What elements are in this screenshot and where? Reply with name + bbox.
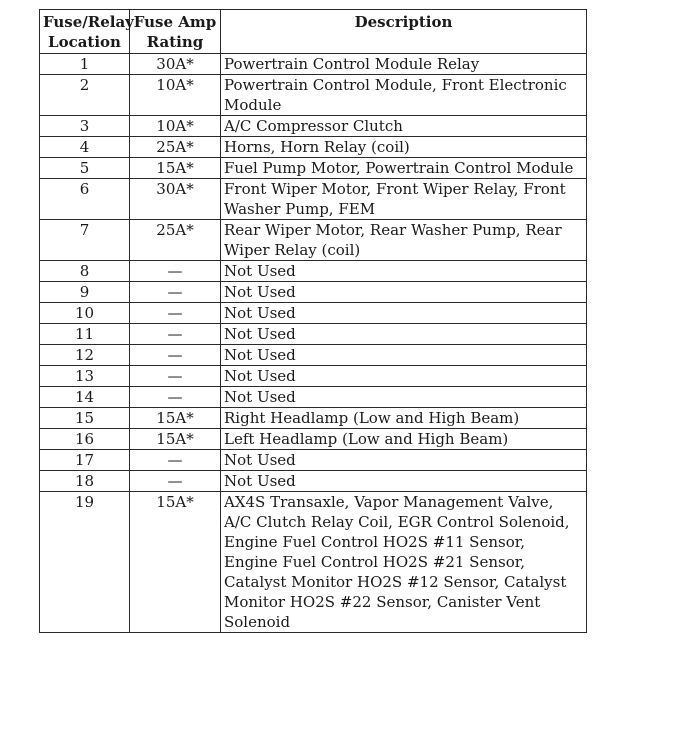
table-row: [40, 75, 587, 116]
fuse-location-cell: 2: [40, 75, 130, 116]
description-cell: Not Used: [221, 324, 587, 345]
header-amp-line2: Rating: [146, 33, 204, 51]
amp-rating-cell: 25A*: [130, 137, 221, 158]
amp-rating-cell: 30A*: [130, 179, 221, 220]
fuse-location-cell: 13: [40, 366, 130, 387]
table-row: [40, 261, 587, 282]
table-row: [40, 282, 587, 303]
amp-rating-cell: 10A*: [130, 75, 221, 116]
description-cell: AX4S Transaxle, Vapor Management Valve, A/C Clutch Relay Coil, EGR Control Solenoid, Engine Fuel Control HO2S #11 Sensor, Engine Fuel Control HO2S #21 Sensor, Catalyst Monitor HO2S #12 Sensor, Catalyst Monitor HO2S #22 Sensor, Canister Vent Solenoid: [221, 492, 587, 633]
fuse-location-cell: 18: [40, 471, 130, 492]
amp-rating-cell: —: [130, 366, 221, 387]
table-row: [40, 492, 587, 633]
amp-rating-cell: 15A*: [130, 408, 221, 429]
description-cell: Front Wiper Motor, Front Wiper Relay, Front Washer Pump, FEM: [221, 179, 587, 220]
table-row: [40, 471, 587, 492]
fuse-location-cell: 16: [40, 429, 130, 450]
amp-rating-cell: —: [130, 471, 221, 492]
fuse-location-cell: 3: [40, 116, 130, 137]
fuse-location-cell: 9: [40, 282, 130, 303]
fuse-location-cell: 1: [40, 54, 130, 75]
fuse-location-cell: 6: [40, 179, 130, 220]
fuse-table: [39, 9, 587, 633]
amp-rating-cell: 10A*: [130, 116, 221, 137]
table-row: [40, 366, 587, 387]
table-row: [40, 303, 587, 324]
description-cell: Not Used: [221, 345, 587, 366]
fuse-rows: [40, 54, 587, 633]
fuse-location-cell: 17: [40, 450, 130, 471]
table-row: [40, 54, 587, 75]
table-row: [40, 116, 587, 137]
description-cell: Right Headlamp (Low and High Beam): [221, 408, 587, 429]
table-row: [40, 220, 587, 261]
table-row: [40, 137, 587, 158]
amp-rating-cell: —: [130, 345, 221, 366]
description-cell: Not Used: [221, 261, 587, 282]
description-cell: Left Headlamp (Low and High Beam): [221, 429, 587, 450]
fuse-location-cell: 11: [40, 324, 130, 345]
description-cell: Not Used: [221, 450, 587, 471]
fuse-location-cell: 5: [40, 158, 130, 179]
header-location-line2: Location: [48, 33, 121, 51]
amp-rating-cell: —: [130, 387, 221, 408]
description-cell: Powertrain Control Module, Front Electronic Module: [221, 75, 587, 116]
amp-rating-cell: 15A*: [130, 158, 221, 179]
header-row: [40, 10, 587, 54]
table-row: [40, 429, 587, 450]
amp-rating-cell: —: [130, 450, 221, 471]
description-cell: Not Used: [221, 387, 587, 408]
table-row: [40, 179, 587, 220]
fuse-location-cell: 19: [40, 492, 130, 633]
description-cell: Not Used: [221, 366, 587, 387]
description-cell: Not Used: [221, 471, 587, 492]
amp-rating-cell: 15A*: [130, 492, 221, 633]
description-cell: A/C Compressor Clutch: [221, 116, 587, 137]
fuse-location-cell: 12: [40, 345, 130, 366]
header-amp-rating: [130, 10, 221, 54]
description-cell: Rear Wiper Motor, Rear Washer Pump, Rear Wiper Relay (coil): [221, 220, 587, 261]
amp-rating-cell: —: [130, 324, 221, 345]
amp-rating-cell: —: [130, 261, 221, 282]
amp-rating-cell: —: [130, 303, 221, 324]
amp-rating-cell: 15A*: [130, 429, 221, 450]
fuse-location-cell: 14: [40, 387, 130, 408]
description-cell: Not Used: [221, 303, 587, 324]
table-row: [40, 324, 587, 345]
header-amp-line1: Fuse Amp: [133, 13, 217, 31]
table-row: [40, 387, 587, 408]
description-cell: Fuel Pump Motor, Powertrain Control Module: [221, 158, 587, 179]
description-cell: Horns, Horn Relay (coil): [221, 137, 587, 158]
header-location: [40, 10, 134, 54]
table-row: [40, 450, 587, 471]
description-cell: Powertrain Control Module Relay: [221, 54, 587, 75]
fuse-location-cell: 7: [40, 220, 130, 261]
amp-rating-cell: —: [130, 282, 221, 303]
header-location-line1: Fuse/Relay: [43, 13, 134, 31]
fuse-location-cell: 15: [40, 408, 130, 429]
header-description: Description: [221, 10, 587, 54]
fuse-location-cell: 4: [40, 137, 130, 158]
fuse-location-cell: 8: [40, 261, 130, 282]
amp-rating-cell: 30A*: [130, 54, 221, 75]
table-row: [40, 158, 587, 179]
table-row: [40, 408, 587, 429]
table-row: [40, 345, 587, 366]
amp-rating-cell: 25A*: [130, 220, 221, 261]
fuse-location-cell: 10: [40, 303, 130, 324]
description-cell: Not Used: [221, 282, 587, 303]
